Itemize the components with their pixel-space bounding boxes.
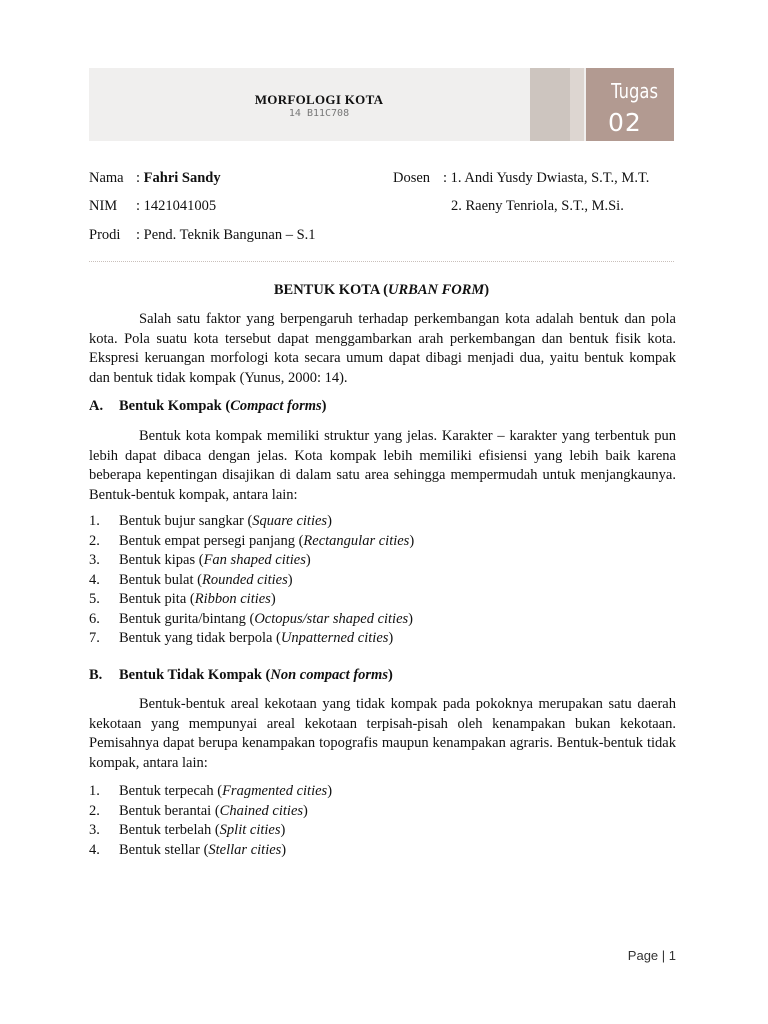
divider xyxy=(89,261,674,262)
list-item: 3. Bentuk kipas (Fan shaped cities) xyxy=(89,552,311,568)
list-item: 1. Bentuk terpecah (Fragmented cities) xyxy=(89,783,333,799)
course-code: 14 B11C708 xyxy=(288,108,350,119)
nama-label: Nama xyxy=(89,170,124,186)
nama-value: : Fahri Sandy xyxy=(136,170,221,186)
course-title: MORFOLOGI KOTA xyxy=(254,92,384,107)
nim-value: : 1421041005 xyxy=(136,198,217,214)
list-item: 5. Bentuk pita (Ribbon cities) xyxy=(89,591,276,607)
list-item: 4. Bentuk bulat (Rounded cities) xyxy=(89,571,293,588)
list-item: 7. Bentuk yang tidak berpola (Unpatterned cities) xyxy=(89,630,394,646)
section-a-paragraph: Bentuk kota kompak memiliki struktur yang jelas. Karakter – karakter yang terbentuk pun lebih dapat dibaca dengan jelas. Kota kompak lebih memiliki efisiensi yang lebih baik karena beberapa kepentingan disajikan di dalam satu area sehingga mempermudah untuk menjangkaunya. Bentuk-bentuk kompak, antara lain: xyxy=(89,428,676,503)
list-item: 2. Bentuk empat persegi panjang (Rectangular cities) xyxy=(89,532,415,549)
compact-forms-list xyxy=(89,512,414,649)
dosen-2: 2. Raeny Tenriola, S.T., M.Si. xyxy=(451,198,624,214)
assignment-label: Tugas xyxy=(611,79,658,103)
prodi-label: Prodi xyxy=(89,227,121,243)
student-name: Fahri Sandy xyxy=(143,170,221,186)
list-item: 3. Bentuk terbelah (Split cities) xyxy=(89,822,286,838)
assignment-badge xyxy=(586,68,674,141)
assignment-number: 02 xyxy=(608,108,642,137)
nim-label: NIM xyxy=(89,198,118,214)
list-item: 6. Bentuk gurita/bintang (Octopus/star shaped cities) xyxy=(89,610,414,627)
prodi-value: : Pend. Teknik Bangunan – S.1 xyxy=(136,227,316,243)
non-compact-forms-list xyxy=(89,782,332,860)
dosen-label: Dosen xyxy=(393,170,431,186)
section-a-heading: A. Bentuk Kompak (Compact forms) xyxy=(89,398,327,414)
list-item: 2. Bentuk berantai (Chained cities) xyxy=(89,802,308,819)
intro-paragraph: Salah satu faktor yang berpengaruh terhadap perkembangan kota adalah bentuk dan pola kota. Pola suatu kota tersebut dapat menggambarkan arah perkembangan dan bentuk fisik kota. Ekspresi keruangan morfologi kota secara umum dapat dibagi menjadi dua, yaitu bentuk kompak dan bentuk tidak kompak (Yunus, 2000: 14). xyxy=(89,311,676,386)
section-b-paragraph: Bentuk-bentuk areal kekotaan yang tidak kompak pada pokoknya merupakan satu daerah kekotaan yang mempunyai areal kekotaan terpisah-pisah oleh kenampakan bukan kekotaan. Pemisahnya dapat berupa kenampakan topografis maupun kenampakan agraris. Bentuk-bentuk tidak kompak, antara lain: xyxy=(89,696,676,771)
document-title: BENTUK KOTA (URBAN FORM) xyxy=(273,282,490,298)
section-b-heading: B. Bentuk Tidak Kompak (Non compact forms) xyxy=(89,667,393,683)
header-stripe-light xyxy=(570,68,584,141)
dosen-1: : 1. Andi Yusdy Dwiasta, S.T., M.T. xyxy=(443,170,650,186)
list-item: 1. Bentuk bujur sangkar (Square cities) xyxy=(89,513,332,529)
header-banner xyxy=(89,68,674,141)
page-number: Page | 1 xyxy=(627,948,676,963)
header-stripe xyxy=(530,68,570,141)
list-item: 4. Bentuk stellar (Stellar cities) xyxy=(89,841,287,858)
